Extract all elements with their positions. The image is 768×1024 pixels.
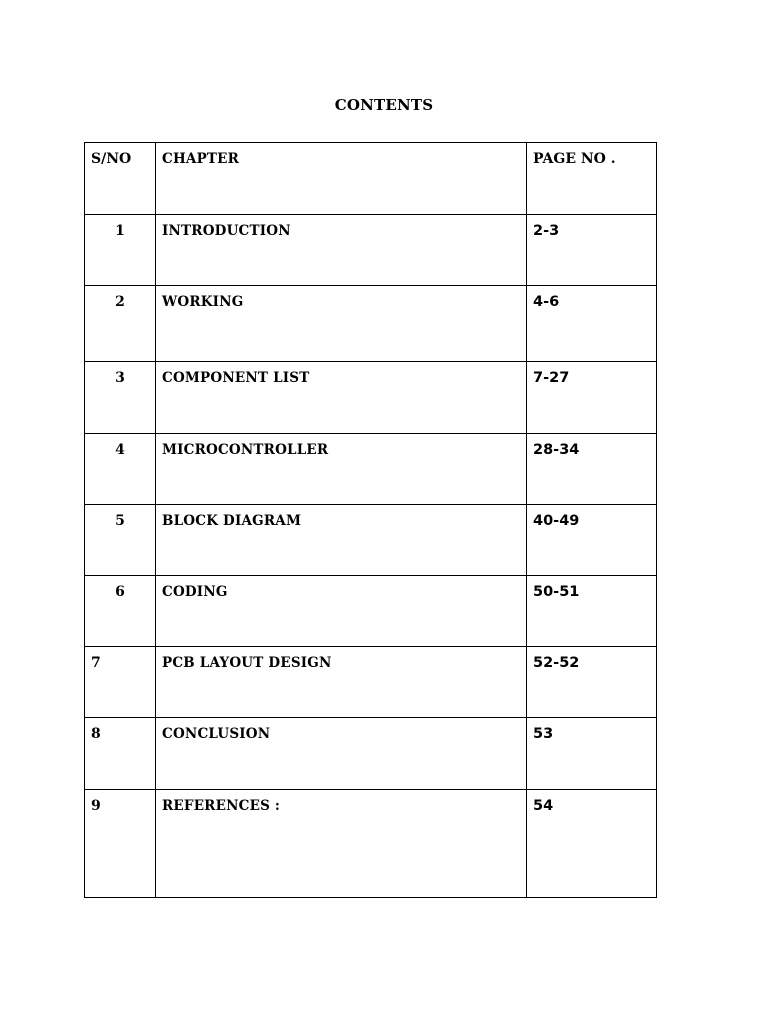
row-chapter: WORKING bbox=[162, 294, 244, 310]
chapter-cell bbox=[156, 286, 527, 362]
row-page: 52-52 bbox=[533, 655, 580, 671]
row-page: 50-51 bbox=[533, 584, 580, 600]
chapter-cell bbox=[156, 505, 527, 576]
chapter-cell bbox=[156, 434, 527, 505]
table-row bbox=[85, 790, 657, 898]
page-cell bbox=[527, 790, 657, 898]
table-row bbox=[85, 434, 657, 505]
table-row bbox=[85, 286, 657, 362]
page-cell bbox=[527, 647, 657, 718]
table-row bbox=[85, 718, 657, 790]
chapter-cell bbox=[156, 790, 527, 898]
sno-cell bbox=[85, 790, 156, 898]
row-chapter: CONCLUSION bbox=[162, 726, 271, 742]
page-cell bbox=[527, 286, 657, 362]
row-sno: 6 bbox=[115, 584, 125, 600]
header-cell-chapter bbox=[156, 143, 527, 215]
page-cell bbox=[527, 215, 657, 286]
row-page: 54 bbox=[533, 798, 554, 814]
page-cell bbox=[527, 718, 657, 790]
header-cell-page bbox=[527, 143, 657, 215]
page-cell bbox=[527, 362, 657, 434]
table-row bbox=[85, 215, 657, 286]
row-page: 2-3 bbox=[533, 223, 560, 239]
contents-table bbox=[84, 142, 657, 898]
header-sno: S/NO bbox=[91, 151, 132, 167]
sno-cell bbox=[85, 505, 156, 576]
table-row bbox=[85, 576, 657, 647]
page-cell bbox=[527, 576, 657, 647]
row-chapter: MICROCONTROLLER bbox=[162, 442, 329, 458]
header-cell-sno bbox=[85, 143, 156, 215]
row-sno: 4 bbox=[115, 442, 125, 458]
row-page: 40-49 bbox=[533, 513, 580, 529]
table-row bbox=[85, 362, 657, 434]
row-sno: 1 bbox=[115, 223, 125, 239]
row-page: 4-6 bbox=[533, 294, 560, 310]
sno-cell bbox=[85, 576, 156, 647]
page-title: CONTENTS bbox=[334, 96, 434, 114]
chapter-cell bbox=[156, 576, 527, 647]
row-sno: 9 bbox=[91, 798, 101, 814]
row-chapter: PCB LAYOUT DESIGN bbox=[162, 655, 332, 671]
page-cell bbox=[527, 505, 657, 576]
table-row bbox=[85, 505, 657, 576]
chapter-cell bbox=[156, 647, 527, 718]
row-sno: 3 bbox=[115, 370, 125, 386]
sno-cell bbox=[85, 718, 156, 790]
row-chapter: COMPONENT LIST bbox=[162, 370, 310, 386]
row-sno: 5 bbox=[115, 513, 125, 529]
page-cell bbox=[527, 434, 657, 505]
chapter-cell bbox=[156, 362, 527, 434]
table-row bbox=[85, 647, 657, 718]
row-page: 28-34 bbox=[533, 442, 580, 458]
sno-cell bbox=[85, 434, 156, 505]
header-page: PAGE NO . bbox=[533, 151, 616, 167]
sno-cell bbox=[85, 647, 156, 718]
row-sno: 7 bbox=[91, 655, 101, 671]
sno-cell bbox=[85, 215, 156, 286]
table-header-row bbox=[85, 143, 657, 215]
header-chapter: CHAPTER bbox=[162, 151, 240, 167]
row-sno: 2 bbox=[115, 294, 125, 310]
row-page: 7-27 bbox=[533, 370, 570, 386]
row-chapter: CODING bbox=[162, 584, 228, 600]
chapter-cell bbox=[156, 718, 527, 790]
row-sno: 8 bbox=[91, 726, 101, 742]
sno-cell bbox=[85, 286, 156, 362]
chapter-cell bbox=[156, 215, 527, 286]
row-chapter: REFERENCES : bbox=[162, 798, 281, 814]
sno-cell bbox=[85, 362, 156, 434]
row-page: 53 bbox=[533, 726, 554, 742]
row-chapter: BLOCK DIAGRAM bbox=[162, 513, 302, 529]
row-chapter: INTRODUCTION bbox=[162, 223, 291, 239]
